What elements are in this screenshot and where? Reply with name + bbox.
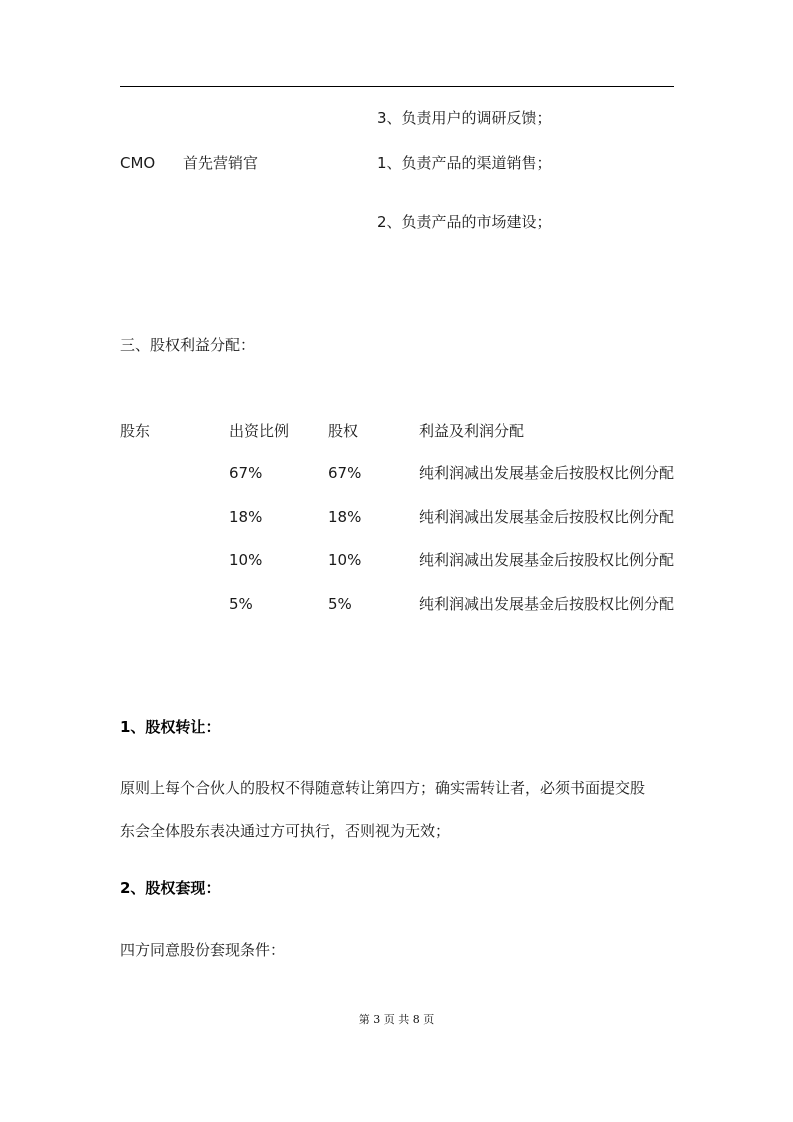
transfer-heading: 1、股权转让： xyxy=(120,718,221,736)
section-heading: 三、股权利益分配： xyxy=(120,336,256,354)
cmo-code: CMO xyxy=(120,154,156,172)
cashout-heading: 2、股权套现： xyxy=(120,879,221,897)
header-distribution: 利益及利润分配 xyxy=(419,422,525,440)
cell-equity: 5% xyxy=(328,595,352,613)
cmo-duty-1: 1、负责产品的渠道销售； xyxy=(377,154,552,172)
cell-equity: 67% xyxy=(328,464,362,482)
page-number-footer: 第 3 页 共 8 页 xyxy=(358,1013,435,1026)
cell-distribution: 纯利润减出发展基金后按股权比例分配 xyxy=(419,551,675,569)
header-rule xyxy=(120,86,674,87)
cmo-duty-2: 2、负责产品的市场建设； xyxy=(377,213,552,231)
cell-contribution: 67% xyxy=(229,464,263,482)
cell-contribution: 5% xyxy=(229,595,253,613)
cell-distribution: 纯利润减出发展基金后按股权比例分配 xyxy=(419,595,675,613)
header-shareholder: 股东 xyxy=(120,422,151,440)
cell-distribution: 纯利润减出发展基金后按股权比例分配 xyxy=(419,464,675,482)
prev-role-duty: 3、负责用户的调研反馈； xyxy=(377,109,552,127)
transfer-paragraph-line-1: 原则上每个合伙人的股权不得随意转让第四方；确实需转让者，必须书面提交股 xyxy=(120,779,646,797)
transfer-paragraph-line-2: 东会全体股东表决通过方可执行，否则视为无效； xyxy=(120,822,451,840)
header-equity: 股权 xyxy=(328,422,359,440)
cell-equity: 10% xyxy=(328,551,362,569)
cashout-line: 四方同意股份套现条件： xyxy=(120,941,286,959)
cell-equity: 18% xyxy=(328,508,362,526)
cmo-title: 首先营销官 xyxy=(183,154,259,172)
cell-contribution: 10% xyxy=(229,551,263,569)
cell-contribution: 18% xyxy=(229,508,263,526)
header-contribution: 出资比例 xyxy=(229,422,290,440)
cell-distribution: 纯利润减出发展基金后按股权比例分配 xyxy=(419,508,675,526)
